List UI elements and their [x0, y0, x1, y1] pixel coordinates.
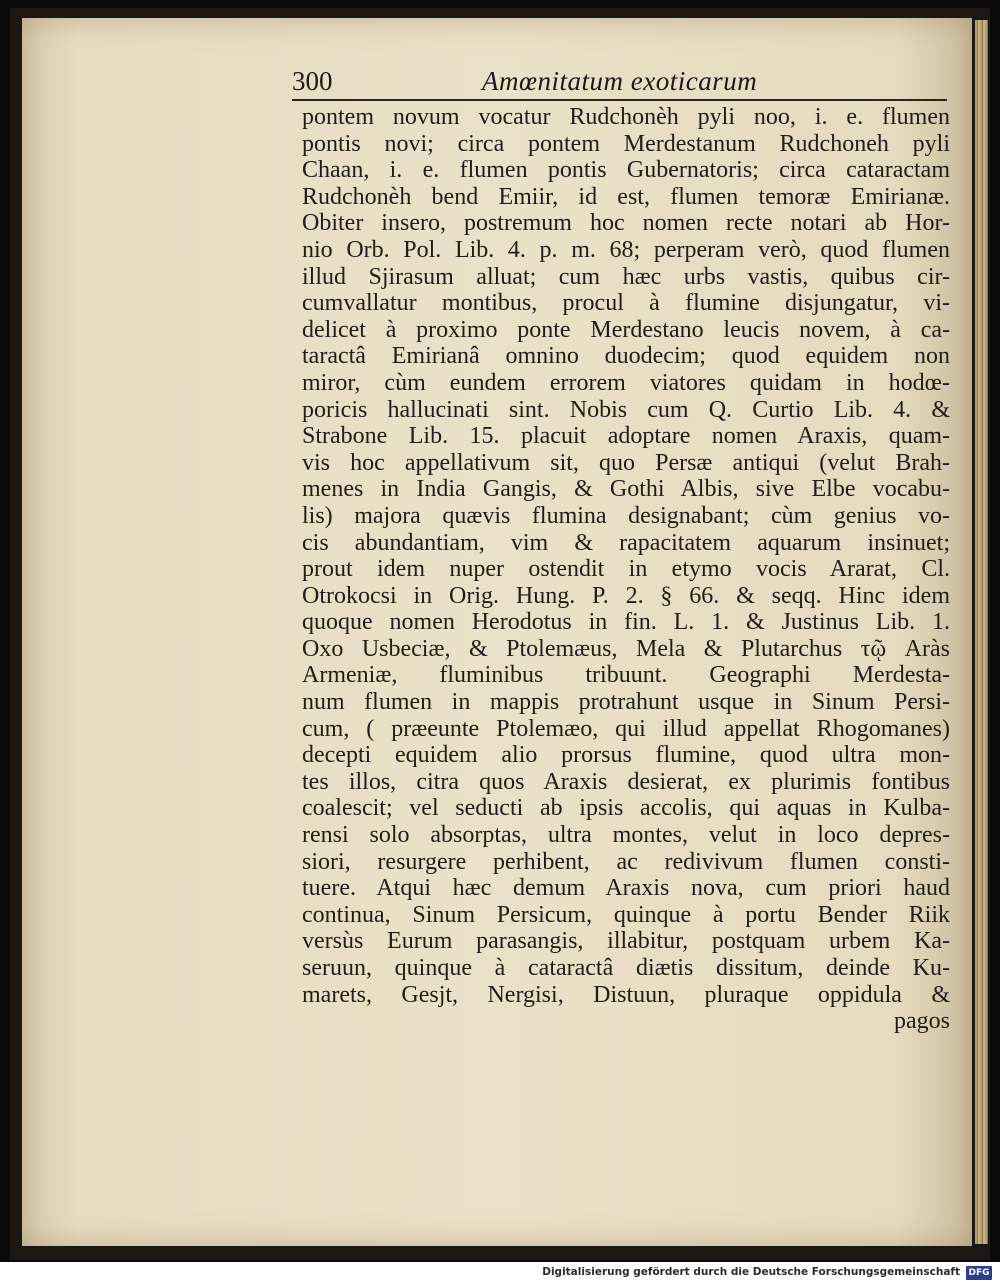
text-line: cis abundantiam, vim & rapacitatem aquarum insinuet;	[302, 529, 950, 556]
text-line: pagos	[894, 1008, 950, 1035]
text-line: illud Sjirasum alluat; cum hæc urbs vastis, quibus cir-	[302, 263, 950, 290]
text-line: pontem novum vocatur Rudchonèh pyli noo, i. e. flumen	[302, 104, 950, 130]
text-line: versùs Eurum parasangis, illabitur, postquam urbem Ka-	[302, 928, 950, 955]
text-line: cum, ( præeunte Ptolemæo, qui illud appellat Rhogomanes)	[302, 715, 950, 742]
digitization-credit: Digitalisierung gefördert durch die Deutsche Forschungsgemeinschaft	[542, 1266, 960, 1278]
text-line: cumvallatur montibus, procul à flumine disjungatur, vi-	[302, 290, 950, 317]
text-line: Oxo Usbeciæ, & Ptolemæus, Mela & Plutarchus τῷ Aràs	[302, 635, 950, 662]
text-line: tes illos, citra quos Araxis desierat, ex plurimis fontibus	[302, 768, 950, 795]
text-line: siori, resurgere perhibent, ac redivivum flumen consti-	[302, 848, 950, 875]
body-text	[302, 104, 950, 1035]
text-line: taractâ Emirianâ omnino duodecim; quod equidem non	[302, 343, 950, 370]
text-line: nio Orb. Pol. Lib. 4. p. m. 68; perperam verò, quod flumen	[302, 236, 950, 263]
text-line: rensi solo absorptas, ultra montes, velut in loco depres-	[302, 822, 950, 849]
text-line: quoque nomen Herodotus in fin. L. 1. & Justinus Lib. 1.	[302, 609, 950, 636]
page-edges	[975, 20, 988, 1244]
text-line: decepti equidem alio prorsus flumine, quod ultra mon-	[302, 742, 950, 769]
text-line: Armeniæ, fluminibus tribuunt. Geographi Merdesta-	[302, 662, 950, 689]
text-line: vis hoc appellativum sit, quo Persæ antiqui (velut Brah-	[302, 449, 950, 476]
text-line: tuere. Atqui hæc demum Araxis nova, cum priori haud	[302, 875, 950, 902]
text-line: marets, Gesjt, Nergisi, Distuun, pluraque oppidula &	[302, 981, 950, 1008]
text-line: Chaan, i. e. flumen pontis Gubernatoris; circa cataractam	[302, 157, 950, 184]
page-number: 300	[292, 66, 333, 96]
text-line: menes in India Gangis, & Gothi Albis, sive Elbe vocabu-	[302, 476, 950, 503]
text-line: Otrokocsi in Orig. Hung. P. 2. § 66. & seqq. Hinc idem	[302, 582, 950, 609]
text-line: coalescit; vel seducti ab ipsis accolis, qui aquas in Kulba-	[302, 795, 950, 822]
running-title: Amœnitatum exoticarum	[482, 66, 758, 96]
text-line: Obiter insero, postremum hoc nomen recte notari ab Hor-	[302, 210, 950, 237]
text-line: continua, Sinum Persicum, quinque à portu Bender Riik	[302, 901, 950, 928]
footer-bar	[0, 1262, 1000, 1285]
text-line: miror, cùm eundem errorem viatores quidam in hodœ-	[302, 369, 950, 396]
page-header	[292, 66, 947, 102]
text-line: Rudchonèh bend Emiir, id est, flumen temoræ Emirianæ.	[302, 183, 950, 210]
header-rule	[292, 99, 947, 101]
text-line: pontis novi; circa pontem Merdestanum Rudchoneh pyli	[302, 130, 950, 157]
text-line: poricis hallucinati sint. Nobis cum Q. Curtio Lib. 4. &	[302, 396, 950, 423]
text-line: Strabone Lib. 15. placuit adoptare nomen Araxis, quam-	[302, 423, 950, 450]
text-line: prout idem nuper ostendit in etymo vocis Ararat, Cl.	[302, 556, 950, 583]
text-line: delicet à proximo ponte Merdestano leucis novem, à ca-	[302, 316, 950, 343]
text-line: num flumen in mappis protrahunt usque in Sinum Persi-	[302, 689, 950, 716]
text-line: lis) majora quævis flumina designabant; cùm genius vo-	[302, 502, 950, 529]
text-line: seruun, quinque à cataractâ diætis dissitum, deinde Ku-	[302, 955, 950, 981]
dfg-logo: DFG	[966, 1266, 992, 1280]
